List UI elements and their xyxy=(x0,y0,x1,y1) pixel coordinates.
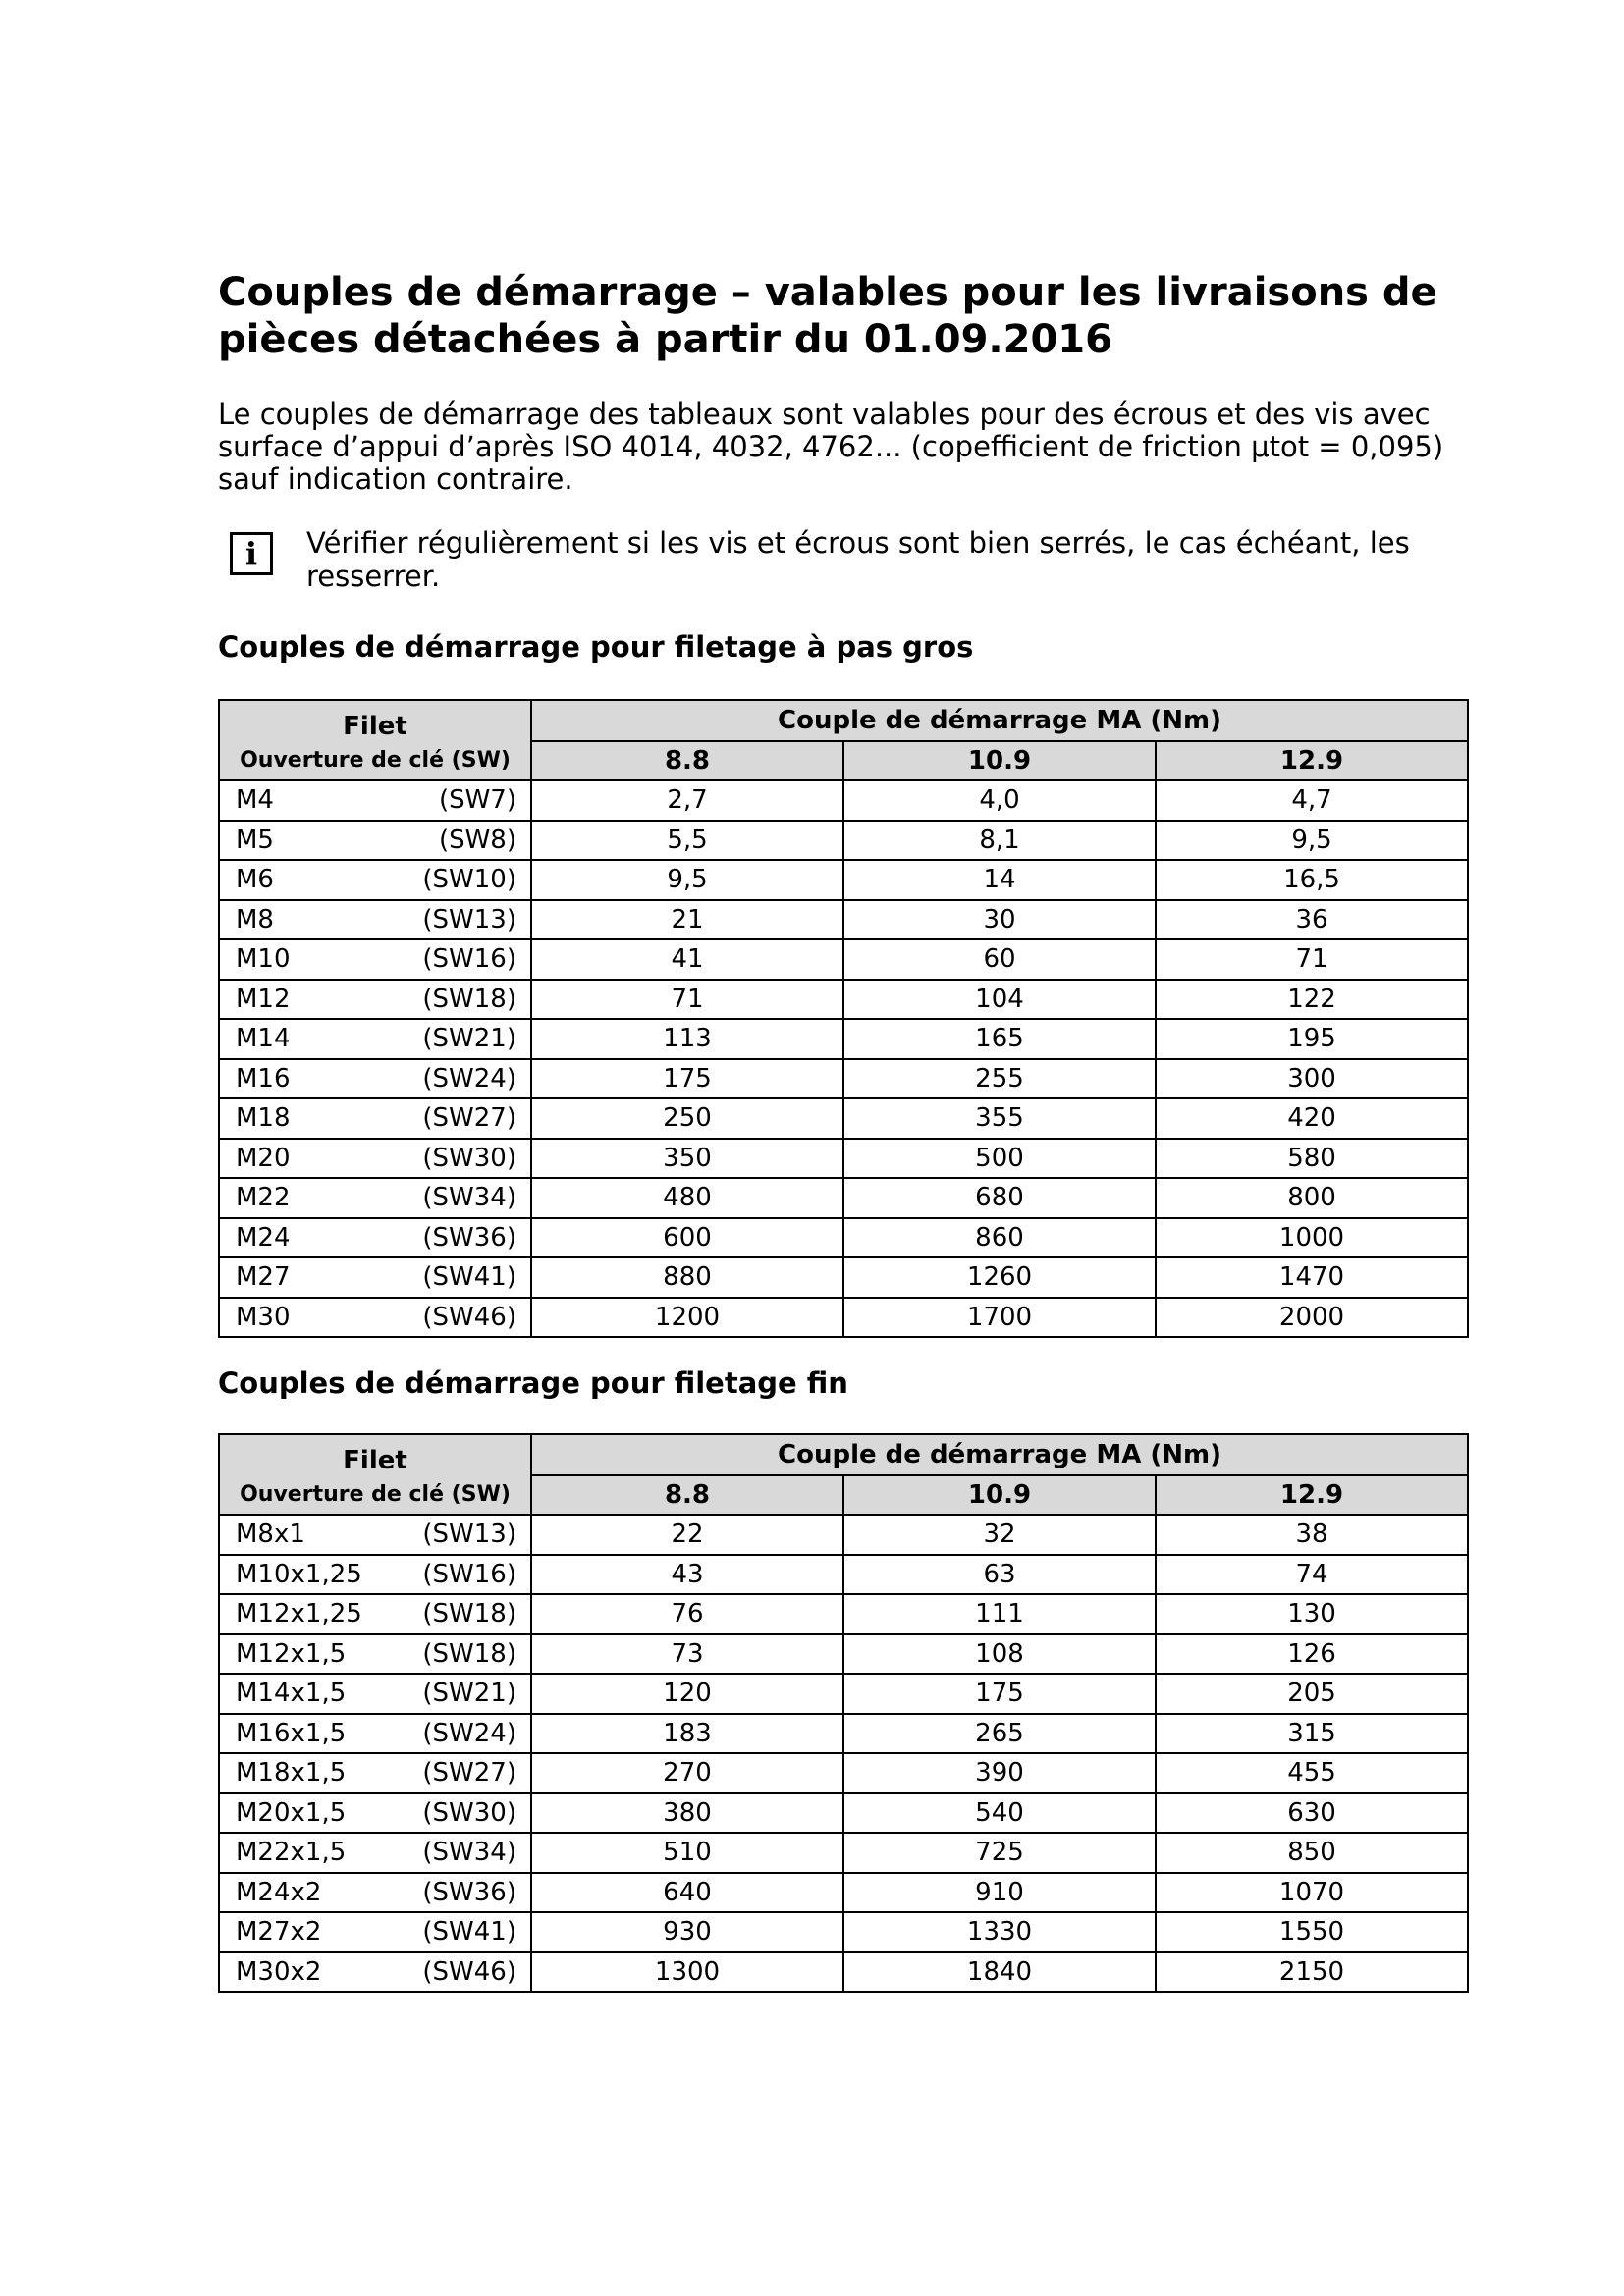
table-row xyxy=(219,1257,1468,1298)
wrench-size: (SW27) xyxy=(422,1758,516,1789)
torque-10-9: 390 xyxy=(843,1753,1156,1793)
wrench-size: (SW21) xyxy=(422,1679,516,1709)
table-row xyxy=(219,1952,1468,1993)
thread-cell xyxy=(219,1833,531,1873)
table-row xyxy=(219,1634,1468,1675)
torque-12-9: 130 xyxy=(1156,1594,1468,1634)
torque-8-8: 250 xyxy=(531,1098,843,1139)
thread-cell xyxy=(219,1257,531,1298)
thread-size: M10x1,25 xyxy=(236,1559,362,1589)
table-row xyxy=(219,1019,1468,1059)
wrench-size: (SW34) xyxy=(422,1838,516,1868)
torque-8-8: 183 xyxy=(531,1714,843,1754)
header-filet: Filet xyxy=(219,1434,531,1475)
header-grade-12-9: 12.9 xyxy=(1156,1475,1468,1515)
torque-10-9: 175 xyxy=(843,1674,1156,1714)
torque-12-9: 850 xyxy=(1156,1833,1468,1873)
torque-12-9: 1470 xyxy=(1156,1257,1468,1298)
torque-10-9: 255 xyxy=(843,1059,1156,1099)
page-title: Couples de démarrage – valables pour les livraisons de pièces détachées à partir du 01.09.2016 xyxy=(218,270,1437,362)
thread-size: M30x2 xyxy=(236,1956,322,1987)
torque-8-8: 175 xyxy=(531,1059,843,1099)
header-wrench-size: Ouverture de clé (SW) xyxy=(219,1475,531,1515)
thread-cell xyxy=(219,939,531,980)
wrench-size: (SW18) xyxy=(422,1638,516,1669)
wrench-size: (SW16) xyxy=(422,1559,516,1589)
thread-size: M27 xyxy=(236,1262,291,1293)
table-row xyxy=(219,1833,1468,1873)
torque-8-8: 2,7 xyxy=(531,780,843,821)
torque-12-9: 38 xyxy=(1156,1515,1468,1555)
torque-12-9: 205 xyxy=(1156,1674,1468,1714)
table-row xyxy=(219,980,1468,1020)
torque-10-9: 165 xyxy=(843,1019,1156,1059)
torque-12-9: 195 xyxy=(1156,1019,1468,1059)
torque-8-8: 380 xyxy=(531,1793,843,1834)
table-row xyxy=(219,1059,1468,1099)
header-filet: Filet xyxy=(219,700,531,741)
thread-cell xyxy=(219,1952,531,1993)
table-row xyxy=(219,1515,1468,1555)
torque-8-8: 76 xyxy=(531,1594,843,1634)
header-grade-10-9: 10.9 xyxy=(843,741,1156,780)
torque-12-9: 71 xyxy=(1156,939,1468,980)
torque-8-8: 510 xyxy=(531,1833,843,1873)
torque-10-9: 540 xyxy=(843,1793,1156,1834)
torque-8-8: 1200 xyxy=(531,1298,843,1338)
wrench-size: (SW18) xyxy=(422,1599,516,1629)
table-row xyxy=(219,1139,1468,1179)
torque-8-8: 43 xyxy=(531,1555,843,1595)
torque-10-9: 32 xyxy=(843,1515,1156,1555)
coarse-thread-table xyxy=(218,699,1469,1338)
torque-10-9: 910 xyxy=(843,1873,1156,1913)
thread-cell xyxy=(219,1594,531,1634)
torque-12-9: 122 xyxy=(1156,980,1468,1020)
header-grade-10-9: 10.9 xyxy=(843,1475,1156,1515)
torque-8-8: 930 xyxy=(531,1912,843,1952)
torque-8-8: 270 xyxy=(531,1753,843,1793)
table-row xyxy=(219,1873,1468,1913)
torque-12-9: 16,5 xyxy=(1156,860,1468,900)
torque-12-9: 630 xyxy=(1156,1793,1468,1834)
table-row xyxy=(219,1098,1468,1139)
thread-size: M12 xyxy=(236,984,291,1014)
table-row xyxy=(219,1594,1468,1634)
intro-paragraph: Le couples de démarrage des tableaux sont valables pour des écrous et des vis avec surface d’appui d’après ISO 4014, 4032, 4762... (copefficient de friction μtot = 0,095) sauf indication contraire. xyxy=(218,398,1444,496)
thread-cell xyxy=(219,860,531,900)
torque-10-9: 30 xyxy=(843,900,1156,940)
torque-8-8: 1300 xyxy=(531,1952,843,1993)
torque-12-9: 9,5 xyxy=(1156,821,1468,861)
torque-12-9: 74 xyxy=(1156,1555,1468,1595)
torque-8-8: 113 xyxy=(531,1019,843,1059)
thread-cell xyxy=(219,1218,531,1258)
torque-12-9: 580 xyxy=(1156,1139,1468,1179)
wrench-size: (SW41) xyxy=(422,1262,516,1293)
thread-cell xyxy=(219,1019,531,1059)
wrench-size: (SW18) xyxy=(422,984,516,1014)
thread-size: M12x1,25 xyxy=(236,1599,362,1629)
wrench-size: (SW13) xyxy=(422,904,516,934)
wrench-size: (SW36) xyxy=(422,1222,516,1253)
thread-cell xyxy=(219,780,531,821)
thread-cell xyxy=(219,1059,531,1099)
thread-cell xyxy=(219,980,531,1020)
wrench-size: (SW24) xyxy=(422,1718,516,1748)
wrench-size: (SW30) xyxy=(422,1797,516,1828)
table-row xyxy=(219,821,1468,861)
torque-8-8: 480 xyxy=(531,1178,843,1218)
table-row xyxy=(219,1674,1468,1714)
thread-cell xyxy=(219,1555,531,1595)
fine-thread-rows xyxy=(219,1515,1468,1992)
thread-size: M22x1,5 xyxy=(236,1838,347,1868)
torque-8-8: 9,5 xyxy=(531,860,843,900)
thread-size: M8x1 xyxy=(236,1520,305,1550)
thread-size: M22 xyxy=(236,1183,291,1213)
torque-10-9: 4,0 xyxy=(843,780,1156,821)
torque-12-9: 4,7 xyxy=(1156,780,1468,821)
thread-cell xyxy=(219,1793,531,1834)
wrench-size: (SW10) xyxy=(422,865,516,895)
thread-size: M20 xyxy=(236,1143,291,1173)
torque-12-9: 1000 xyxy=(1156,1218,1468,1258)
thread-size: M4 xyxy=(236,785,274,816)
thread-cell xyxy=(219,1634,531,1675)
thread-size: M16 xyxy=(236,1063,291,1094)
info-note-text: Vérifier régulièrement si les vis et écrous sont bien serrés, le cas échéant, les resserrer. xyxy=(306,526,1410,593)
thread-cell xyxy=(219,1515,531,1555)
thread-size: M24x2 xyxy=(236,1877,322,1907)
thread-size: M24 xyxy=(236,1222,291,1253)
torque-10-9: 1330 xyxy=(843,1912,1156,1952)
torque-8-8: 120 xyxy=(531,1674,843,1714)
wrench-size: (SW16) xyxy=(422,944,516,975)
header-grade-8-8: 8.8 xyxy=(531,1475,843,1515)
torque-12-9: 800 xyxy=(1156,1178,1468,1218)
thread-size: M20x1,5 xyxy=(236,1797,347,1828)
torque-8-8: 41 xyxy=(531,939,843,980)
thread-size: M14 xyxy=(236,1024,291,1054)
torque-8-8: 880 xyxy=(531,1257,843,1298)
torque-8-8: 71 xyxy=(531,980,843,1020)
table-row xyxy=(219,1753,1468,1793)
thread-cell xyxy=(219,1098,531,1139)
torque-8-8: 21 xyxy=(531,900,843,940)
torque-10-9: 14 xyxy=(843,860,1156,900)
torque-10-9: 60 xyxy=(843,939,1156,980)
thread-size: M18x1,5 xyxy=(236,1758,347,1789)
torque-12-9: 36 xyxy=(1156,900,1468,940)
thread-size: M14x1,5 xyxy=(236,1679,347,1709)
torque-10-9: 1260 xyxy=(843,1257,1156,1298)
table-row xyxy=(219,1714,1468,1754)
table-row xyxy=(219,1793,1468,1834)
wrench-size: (SW7) xyxy=(438,785,516,816)
thread-cell xyxy=(219,821,531,861)
table-row xyxy=(219,860,1468,900)
table-row xyxy=(219,780,1468,821)
torque-10-9: 725 xyxy=(843,1833,1156,1873)
wrench-size: (SW34) xyxy=(422,1183,516,1213)
wrench-size: (SW13) xyxy=(422,1520,516,1550)
wrench-size: (SW41) xyxy=(422,1917,516,1948)
wrench-size: (SW27) xyxy=(422,1103,516,1134)
torque-10-9: 860 xyxy=(843,1218,1156,1258)
thread-size: M12x1,5 xyxy=(236,1638,347,1669)
torque-10-9: 104 xyxy=(843,980,1156,1020)
torque-10-9: 1700 xyxy=(843,1298,1156,1338)
torque-8-8: 350 xyxy=(531,1139,843,1179)
thread-cell xyxy=(219,1873,531,1913)
table-row xyxy=(219,1218,1468,1258)
torque-10-9: 8,1 xyxy=(843,821,1156,861)
table-row xyxy=(219,1298,1468,1338)
torque-8-8: 22 xyxy=(531,1515,843,1555)
thread-size: M27x2 xyxy=(236,1917,322,1948)
coarse-thread-heading: Couples de démarrage pour filetage à pas gros xyxy=(218,630,974,664)
fine-thread-heading: Couples de démarrage pour filetage fin xyxy=(218,1366,848,1400)
thread-size: M10 xyxy=(236,944,291,975)
thread-cell xyxy=(219,1753,531,1793)
torque-10-9: 1840 xyxy=(843,1952,1156,1993)
table-row xyxy=(219,1178,1468,1218)
torque-12-9: 1070 xyxy=(1156,1873,1468,1913)
wrench-size: (SW21) xyxy=(422,1024,516,1054)
torque-12-9: 315 xyxy=(1156,1714,1468,1754)
thread-size: M8 xyxy=(236,904,274,934)
thread-size: M18 xyxy=(236,1103,291,1134)
thread-cell xyxy=(219,1298,531,1338)
wrench-size: (SW24) xyxy=(422,1063,516,1094)
header-grade-8-8: 8.8 xyxy=(531,741,843,780)
wrench-size: (SW30) xyxy=(422,1143,516,1173)
table-row xyxy=(219,1912,1468,1952)
thread-size: M30 xyxy=(236,1302,291,1332)
table-row xyxy=(219,1555,1468,1595)
table-row xyxy=(219,900,1468,940)
torque-12-9: 300 xyxy=(1156,1059,1468,1099)
torque-12-9: 420 xyxy=(1156,1098,1468,1139)
torque-8-8: 640 xyxy=(531,1873,843,1913)
wrench-size: (SW46) xyxy=(422,1956,516,1987)
thread-cell xyxy=(219,1139,531,1179)
torque-8-8: 5,5 xyxy=(531,821,843,861)
torque-8-8: 73 xyxy=(531,1634,843,1675)
header-grade-12-9: 12.9 xyxy=(1156,741,1468,780)
header-couple: Couple de démarrage MA (Nm) xyxy=(531,1434,1468,1475)
thread-size: M16x1,5 xyxy=(236,1718,347,1748)
header-wrench-size: Ouverture de clé (SW) xyxy=(219,741,531,780)
torque-12-9: 126 xyxy=(1156,1634,1468,1675)
torque-10-9: 680 xyxy=(843,1178,1156,1218)
thread-size: M6 xyxy=(236,865,274,895)
fine-thread-table xyxy=(218,1433,1469,1993)
torque-8-8: 600 xyxy=(531,1218,843,1258)
header-couple: Couple de démarrage MA (Nm) xyxy=(531,700,1468,741)
wrench-size: (SW36) xyxy=(422,1877,516,1907)
wrench-size: (SW8) xyxy=(438,825,516,855)
torque-10-9: 265 xyxy=(843,1714,1156,1754)
torque-12-9: 2000 xyxy=(1156,1298,1468,1338)
thread-cell xyxy=(219,900,531,940)
torque-10-9: 108 xyxy=(843,1634,1156,1675)
torque-10-9: 111 xyxy=(843,1594,1156,1634)
thread-cell xyxy=(219,1912,531,1952)
torque-10-9: 500 xyxy=(843,1139,1156,1179)
info-icon: i xyxy=(230,532,273,575)
thread-cell xyxy=(219,1674,531,1714)
thread-cell xyxy=(219,1178,531,1218)
thread-cell xyxy=(219,1714,531,1754)
torque-12-9: 2150 xyxy=(1156,1952,1468,1993)
torque-10-9: 355 xyxy=(843,1098,1156,1139)
torque-12-9: 455 xyxy=(1156,1753,1468,1793)
wrench-size: (SW46) xyxy=(422,1302,516,1332)
torque-10-9: 63 xyxy=(843,1555,1156,1595)
thread-size: M5 xyxy=(236,825,274,855)
torque-12-9: 1550 xyxy=(1156,1912,1468,1952)
coarse-thread-rows xyxy=(219,780,1468,1337)
table-row xyxy=(219,939,1468,980)
